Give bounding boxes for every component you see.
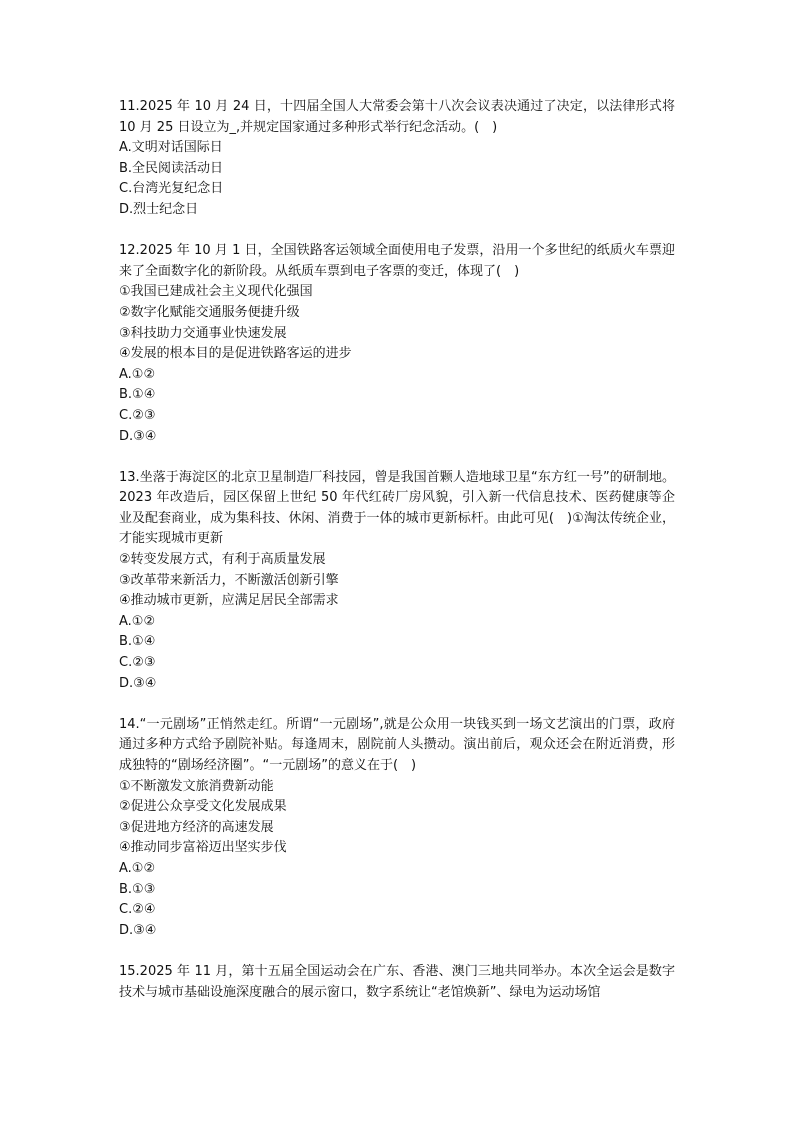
- statement-list: [119, 282, 675, 364]
- statement-item: ③改革带来新活力，不断激活创新引擎: [119, 572, 339, 588]
- question-stem: 11.2025 年 10 月 24 日，十四届全国人大常委会第十八次会议表决通过了决定，以法律形式将 10 月 25 日设立为_,并规定国家通过多种形式举行纪念活动。( ): [119, 99, 675, 135]
- option-a: A.①②: [119, 366, 156, 382]
- statement-item: ①不断激发文旅消费新动能: [119, 778, 274, 794]
- question-13: [119, 468, 675, 695]
- statement-item: ②数字化赋能交通服务便捷升级: [119, 304, 300, 320]
- question-list: [119, 97, 675, 1024]
- option-b: B.①③: [119, 881, 156, 897]
- option-list: [119, 138, 675, 220]
- option-d: D.③④: [119, 922, 157, 938]
- option-b: B.①④: [119, 387, 156, 403]
- option-a: A.文明对话国际日: [119, 140, 223, 156]
- option-a: A.①②: [119, 860, 156, 876]
- question-15: [119, 962, 675, 1003]
- statement-item: ②转变发展方式，有利于高质量发展: [119, 552, 326, 568]
- option-d: D.烈士纪念日: [119, 201, 199, 217]
- option-list: [119, 365, 675, 447]
- statement-item: ①我国已建成社会主义现代化强国: [119, 284, 313, 300]
- option-list: [119, 859, 675, 941]
- statement-item: ④发展的根本目的是促进铁路客运的进步: [119, 346, 352, 362]
- option-b: B.①④: [119, 634, 156, 650]
- question-stem: 12.2025 年 10 月 1 日，全国铁路客运领域全面使用电子发票，沿用一个多世纪的纸质火车票迎来了全面数字化的新阶段。从纸质车票到电子客票的变迁，体现了( ): [119, 243, 675, 279]
- option-b: B.全民阅读活动日: [119, 160, 224, 176]
- question-stem: 15.2025 年 11 月，第十五届全国运动会在广东、香港、澳门三地共同举办。本次全运会是数字技术与城市基础设施深度融合的展示窗口，数字系统让“老馆焕新”、绿电为运动场馆: [119, 963, 675, 1000]
- statement-list: [119, 550, 675, 612]
- statement-list: [119, 777, 675, 859]
- question-stem: 13.坐落于海淀区的北京卫星制造厂科技园，曾是我国首颗人造地球卫星“东方红一号”的研制地。2023 年改造后，园区保留上世纪 50 年代红砖厂房风貌，引入新一代信息技术、医药健康等企业及配套商业，成为集科技、休闲、消费于一体的城市更新标杆。由此可见( )①淘汰传统企业，才能实现城市更新: [119, 469, 675, 547]
- statement-item: ④推动同步富裕迈出坚实步伐: [119, 840, 287, 856]
- question-11: [119, 97, 675, 221]
- question-12: [119, 241, 675, 447]
- option-c: C.②③: [119, 655, 156, 671]
- question-stem: 14.“一元剧场”正悄然走红。所谓“一元剧场”,就是公众用一块钱买到一场文艺演出的门票，政府通过多种方式给予剧院补贴。每逢周末，剧院前人头攒动。演出前后，观众还会在附近消费，形成独特的“剧场经济圈”。“一元剧场”的意义在于( ): [119, 716, 675, 773]
- question-14: [119, 715, 675, 942]
- statement-item: ③促进地方经济的高速发展: [119, 819, 274, 835]
- option-c: C.台湾光复纪念日: [119, 181, 224, 197]
- option-a: A.①②: [119, 613, 156, 629]
- option-list: [119, 612, 675, 694]
- statement-item: ③科技助力交通事业快速发展: [119, 325, 287, 341]
- statement-item: ④推动城市更新，应满足居民全部需求: [119, 593, 339, 609]
- option-d: D.③④: [119, 675, 157, 691]
- statement-item: ②促进公众享受文化发展成果: [119, 799, 287, 815]
- option-c: C.②③: [119, 407, 156, 423]
- option-d: D.③④: [119, 428, 157, 444]
- option-c: C.②④: [119, 902, 156, 918]
